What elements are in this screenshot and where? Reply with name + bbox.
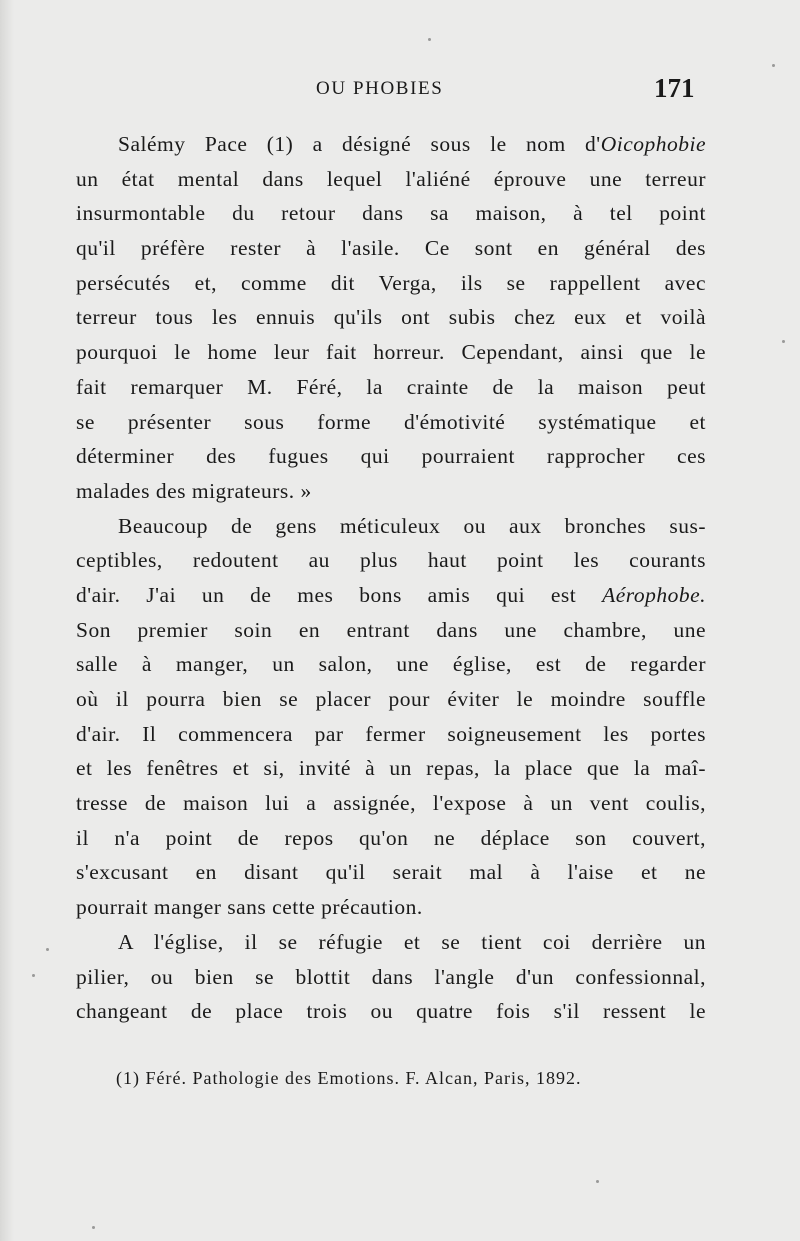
text-line: pourrait manger sans cette précaution.: [76, 895, 423, 920]
text-line: salle à manger, un salon, une église, est de regarder: [76, 652, 706, 677]
text-line: ceptibles, redoutent au plus haut point les courants: [76, 548, 706, 573]
emphasized-term: Aérophobe.: [602, 582, 706, 607]
text-line: qu'il préfère rester à l'asile. Ce sont en général des: [76, 236, 706, 261]
text-line: malades des migrateurs. »: [76, 478, 312, 503]
page-gutter-shadow: [0, 0, 14, 1241]
text-line: d'air. J'ai un de mes bons amis qui est Aérophobe.: [76, 582, 706, 607]
paper-speck: [428, 38, 431, 41]
running-head: OU PHOBIES: [316, 78, 444, 99]
paper-speck: [46, 948, 49, 951]
text-line: A l'église, il se réfugie et se tient coi derrière un: [118, 929, 706, 954]
page-number: 171: [654, 73, 695, 103]
text-line: déterminer des fugues qui pourraient rapprocher ces: [76, 444, 706, 469]
text-line: pilier, ou bien se blottit dans l'angle d'un confessionnal,: [76, 964, 706, 989]
text-line: se présenter sous forme d'émotivité systématique et: [76, 409, 706, 434]
text-line: persécutés et, comme dit Verga, ils se rappellent avec: [76, 270, 706, 295]
body-text: [76, 127, 706, 1029]
text-line: s'excusant en disant qu'il serait mal à l'aise et ne: [76, 860, 706, 885]
text-line: terreur tous les ennuis qu'ils ont subis chez eux et voilà: [76, 305, 706, 330]
paper-speck: [782, 340, 785, 343]
text-line: Beaucoup de gens méticuleux ou aux bronches sus-: [118, 513, 706, 538]
footnote: (1) Féré. Pathologie des Emotions. F. Alcan, Paris, 1892.: [116, 1068, 582, 1088]
paper-speck: [596, 1180, 599, 1183]
text-line: insurmontable du retour dans sa maison, à tel point: [76, 201, 706, 226]
text-line: Son premier soin en entrant dans une chambre, une: [76, 617, 706, 642]
paper-speck: [772, 64, 775, 67]
page-header: [0, 73, 800, 106]
text-line: d'air. Il commencera par fermer soigneusement les portes: [76, 721, 706, 746]
text-line: pourquoi le home leur fait horreur. Cependant, ainsi que le: [76, 340, 706, 365]
paper-speck: [92, 1226, 95, 1229]
text-line: changeant de place trois ou quatre fois s'il ressent le: [76, 999, 706, 1024]
emphasized-term: Oicophobie: [600, 132, 706, 156]
text-line: où il pourra bien se placer pour éviter le moindre souffle: [76, 687, 706, 711]
text-line: un état mental dans lequel l'aliéné éprouve une terreur: [76, 166, 706, 191]
text-line: et les fenêtres et si, invité à un repas, la place que la maî-: [76, 756, 706, 781]
text-line: tresse de maison lui a assignée, l'expose à un vent coulis,: [76, 791, 706, 816]
text-line: fait remarquer M. Féré, la crainte de la maison peut: [76, 374, 706, 399]
text-line: il n'a point de repos qu'on ne déplace son couvert,: [76, 825, 706, 850]
text-line: Salémy Pace (1) a désigné sous le nom d'Oicophobie: [118, 132, 706, 156]
paper-speck: [32, 974, 35, 977]
